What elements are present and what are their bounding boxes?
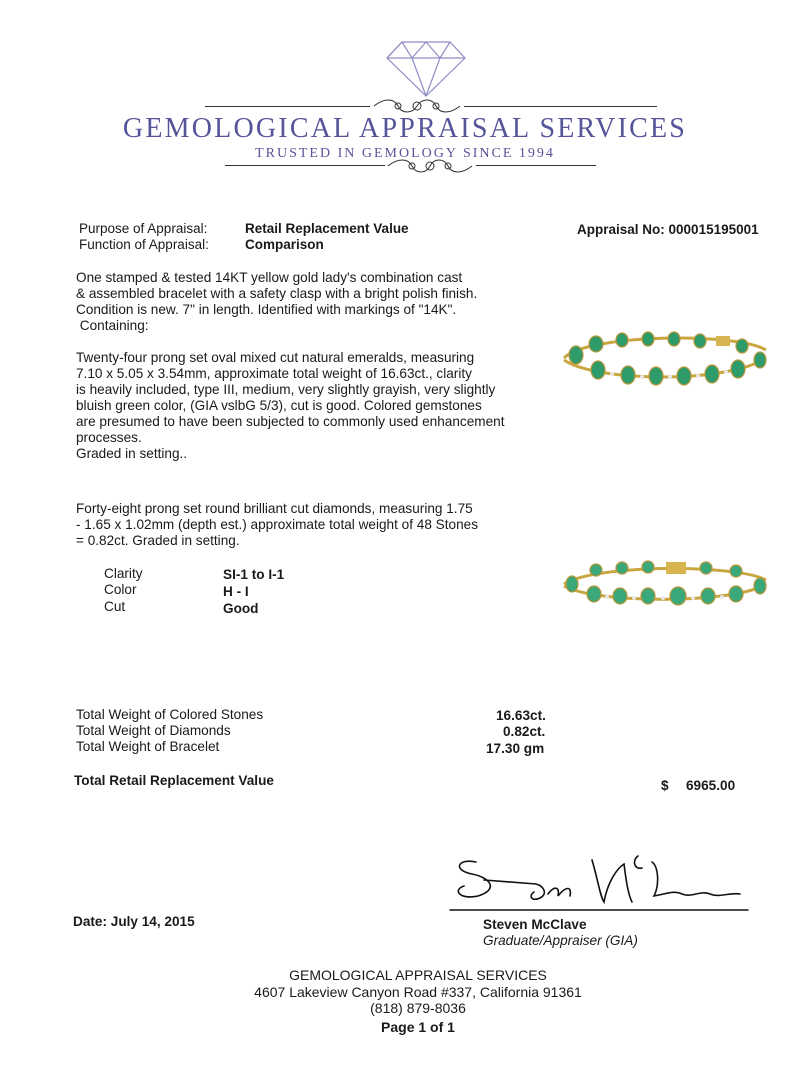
appraisal-date: Date: July 14, 2015 (73, 914, 195, 929)
appraiser-title: Graduate/Appraiser (GIA) (483, 933, 638, 948)
emerald-line: Twenty-four prong set oval mixed cut natural emeralds, measuring (76, 350, 475, 365)
footer-company: GEMOLOGICAL APPRAISAL SERVICES (289, 967, 547, 983)
description-line: Containing: (76, 318, 149, 333)
grade-value-clarity: SI-1 to I-1 (223, 567, 285, 582)
description-line: & assembled bracelet with a safety clasp with a bright polish finish. (76, 286, 478, 301)
retail-value-label: Total Retail Replacement Value (74, 773, 274, 788)
emerald-line: bluish green color, (GIA vslbG 5/3), cut is good. Colored gemstones (76, 398, 482, 413)
total-label-diamonds: Total Weight of Diamonds (76, 723, 231, 738)
total-value-colored-stones: 16.63ct. (496, 708, 546, 723)
total-label-colored-stones: Total Weight of Colored Stones (76, 707, 264, 722)
appraiser-name: Steven McClave (483, 917, 587, 932)
emerald-line: 7.10 x 5.05 x 3.54mm, approximate total weight of 16.63ct., clarity (76, 366, 472, 381)
footer-address: 4607 Lakeview Canyon Road #337, California 91361 (254, 984, 582, 1000)
description-line: Condition is new. 7" in length. Identified with markings of "14K". (76, 302, 457, 317)
retail-currency: $ (661, 778, 669, 793)
purpose-label: Purpose of Appraisal: (79, 221, 208, 236)
appraisal-number-value: 000015195001 (668, 222, 759, 237)
header-company-name: GEMOLOGICAL APPRAISAL SERVICES (122, 113, 688, 144)
page-number: Page 1 of 1 (381, 1019, 455, 1035)
description-line: One stamped & tested 14KT yellow gold lady's combination cast (76, 270, 463, 285)
bracelet-photo-top (556, 330, 772, 390)
grade-label-clarity: Clarity (104, 566, 143, 581)
bracelet-photo-bottom (556, 560, 772, 610)
grade-label-color: Color (104, 582, 137, 597)
footer-phone: (818) 879-8036 (370, 1000, 466, 1016)
function-value: Comparison (245, 237, 324, 252)
emerald-line: are presumed to have been subjected to commonly used enhancement (76, 414, 505, 429)
diamond-logo-icon (385, 40, 467, 98)
grade-label-cut: Cut (104, 599, 126, 614)
purpose-value: Retail Replacement Value (245, 221, 409, 236)
total-value-bracelet: 17.30 gm (486, 741, 545, 756)
retail-value: 6965.00 (686, 778, 736, 793)
appraisal-number (577, 222, 759, 238)
emerald-line: is heavily included, type III, medium, very slightly grayish, very slightly (76, 382, 496, 397)
diamond-line: Forty-eight prong set round brilliant cut diamonds, measuring 1.75 (76, 501, 473, 516)
handwritten-signature (448, 850, 768, 920)
emerald-line: processes. (76, 430, 142, 445)
diamond-line: = 0.82ct. Graded in setting. (76, 533, 240, 548)
appraisal-number-label: Appraisal No: (577, 222, 665, 237)
emerald-line: Graded in setting.. (76, 446, 188, 461)
header-tagline: TRUSTED IN GEMOLOGY SINCE 1994 (255, 146, 555, 161)
grade-value-cut: Good (223, 601, 259, 616)
function-label: Function of Appraisal: (79, 237, 209, 252)
total-label-bracelet: Total Weight of Bracelet (76, 739, 220, 754)
flourish-ornament-icon (386, 156, 474, 176)
total-value-diamonds: 0.82ct. (503, 724, 546, 739)
diamond-line: - 1.65 x 1.02mm (depth est.) approximate total weight of 48 Stones (76, 517, 478, 532)
grade-value-color: H - I (223, 584, 249, 599)
